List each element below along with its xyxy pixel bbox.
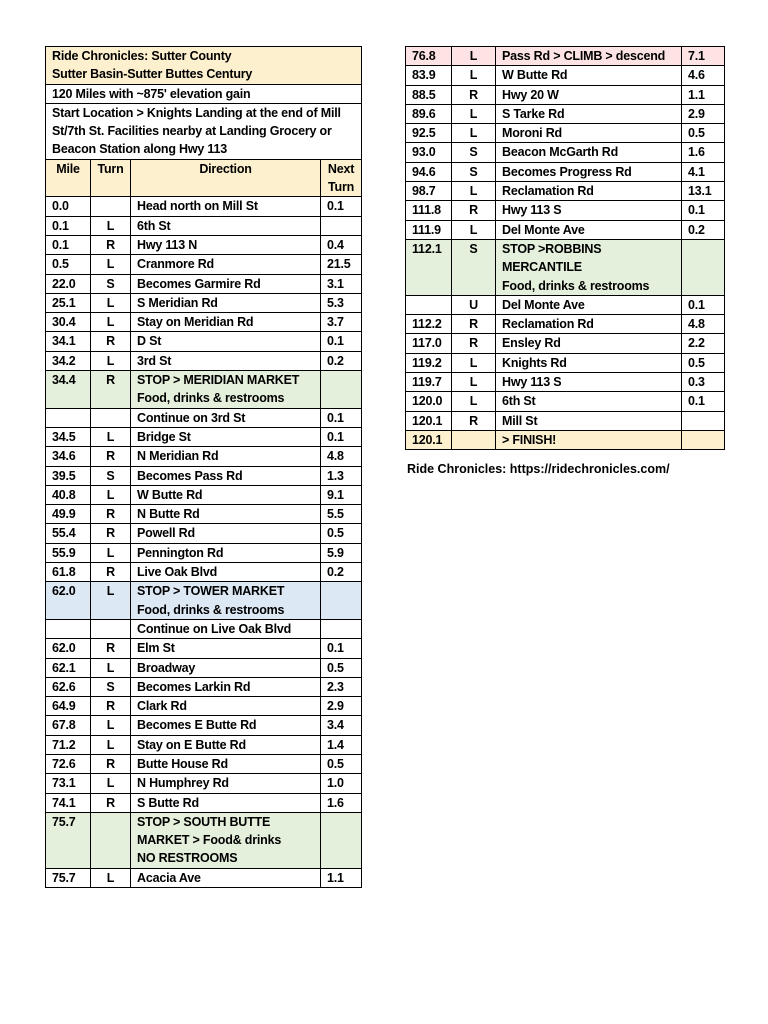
direction-cell: Bridge St	[131, 427, 321, 446]
mile-cell: 34.2	[46, 351, 91, 370]
table-row	[406, 430, 725, 449]
turn-cell: R	[91, 524, 131, 543]
mile-cell: 73.1	[46, 774, 91, 793]
next-turn-cell: 0.5	[682, 353, 725, 372]
next-turn-cell: 0.5	[321, 524, 362, 543]
direction-cell: Moroni Rd	[496, 124, 682, 143]
table-row	[46, 735, 362, 754]
turn-cell: L	[91, 216, 131, 235]
mile-cell: 119.2	[406, 353, 452, 372]
mile-cell: 64.9	[46, 697, 91, 716]
mile-cell: 0.5	[46, 255, 91, 274]
mile-cell: 40.8	[46, 485, 91, 504]
turn-cell: R	[452, 201, 496, 220]
turn-cell: L	[452, 104, 496, 123]
table-row	[46, 408, 362, 427]
next-turn-cell	[321, 371, 362, 409]
mile-cell: 92.5	[406, 124, 452, 143]
turn-cell: L	[91, 293, 131, 312]
table-row	[46, 505, 362, 524]
table-row	[406, 334, 725, 353]
table-row	[46, 371, 362, 409]
next-turn-cell: 2.3	[321, 677, 362, 696]
col-next-turn: Next Turn	[321, 159, 362, 197]
next-turn-cell: 3.1	[321, 274, 362, 293]
direction-cell: Head north on Mill St	[131, 197, 321, 216]
table-row	[46, 293, 362, 312]
direction-cell: Cranmore Rd	[131, 255, 321, 274]
mile-cell: 72.6	[46, 754, 91, 773]
direction-cell: Knights Rd	[496, 353, 682, 372]
table-row	[46, 793, 362, 812]
turn-cell: L	[91, 582, 131, 620]
direction-cell: N Humphrey Rd	[131, 774, 321, 793]
table-row	[406, 66, 725, 85]
direction-cell: STOP > SOUTH BUTTE MARKET > Food& drinks NO RESTROOMS	[131, 812, 321, 868]
mile-cell: 98.7	[406, 182, 452, 201]
mile-cell: 0.0	[46, 197, 91, 216]
next-turn-cell: 4.8	[321, 447, 362, 466]
table-row	[46, 216, 362, 235]
next-turn-cell: 0.1	[682, 295, 725, 314]
turn-cell: R	[91, 235, 131, 254]
table-row	[46, 447, 362, 466]
table-row	[46, 868, 362, 887]
next-turn-cell: 0.2	[321, 351, 362, 370]
direction-cell: D St	[131, 332, 321, 351]
table-row	[406, 104, 725, 123]
direction-cell: 6th St	[496, 392, 682, 411]
next-turn-cell: 0.2	[321, 563, 362, 582]
mile-cell: 0.1	[46, 235, 91, 254]
turn-cell: R	[91, 639, 131, 658]
mile-cell: 71.2	[46, 735, 91, 754]
cue-sheet-right	[405, 46, 725, 450]
direction-cell: S Butte Rd	[131, 793, 321, 812]
turn-cell: L	[91, 735, 131, 754]
mile-cell: 67.8	[46, 716, 91, 735]
next-turn-cell: 4.8	[682, 315, 725, 334]
mile-cell: 75.7	[46, 868, 91, 887]
next-turn-cell: 21.5	[321, 255, 362, 274]
next-turn-cell: 5.9	[321, 543, 362, 562]
mile-cell: 49.9	[46, 505, 91, 524]
mile-cell: 34.6	[46, 447, 91, 466]
direction-cell: Reclamation Rd	[496, 315, 682, 334]
direction-cell: Stay on E Butte Rd	[131, 735, 321, 754]
distance-row	[46, 84, 362, 103]
direction-cell: Broadway	[131, 658, 321, 677]
direction-cell: Becomes E Butte Rd	[131, 716, 321, 735]
mile-cell: 62.6	[46, 677, 91, 696]
direction-cell: Acacia Ave	[131, 868, 321, 887]
mile-cell: 34.4	[46, 371, 91, 409]
mile-cell: 75.7	[46, 812, 91, 868]
turn-cell: L	[452, 392, 496, 411]
turn-cell: S	[452, 162, 496, 181]
direction-cell: 6th St	[131, 216, 321, 235]
table-row	[46, 235, 362, 254]
direction-cell: Butte House Rd	[131, 754, 321, 773]
mile-cell	[406, 295, 452, 314]
direction-cell: N Meridian Rd	[131, 447, 321, 466]
mile-cell: 88.5	[406, 85, 452, 104]
direction-cell: Ensley Rd	[496, 334, 682, 353]
mile-cell: 61.8	[46, 563, 91, 582]
mile-cell: 83.9	[406, 66, 452, 85]
turn-cell: R	[452, 85, 496, 104]
mile-cell: 120.1	[406, 430, 452, 449]
turn-cell: L	[452, 220, 496, 239]
table-row	[46, 466, 362, 485]
direction-cell: Becomes Progress Rd	[496, 162, 682, 181]
turn-cell: R	[91, 447, 131, 466]
mile-cell: 34.5	[46, 427, 91, 446]
turn-cell: S	[91, 274, 131, 293]
direction-cell: Continue on Live Oak Blvd	[131, 619, 321, 638]
next-turn-cell	[321, 216, 362, 235]
next-turn-cell: 0.1	[321, 332, 362, 351]
direction-cell: Powell Rd	[131, 524, 321, 543]
col-mile: Mile	[46, 159, 91, 197]
next-turn-cell: 9.1	[321, 485, 362, 504]
direction-cell: W Butte Rd	[131, 485, 321, 504]
next-turn-cell: 5.3	[321, 293, 362, 312]
table-row	[46, 274, 362, 293]
next-turn-cell: 0.1	[682, 392, 725, 411]
next-turn-cell: 4.6	[682, 66, 725, 85]
next-turn-cell: 0.5	[682, 124, 725, 143]
title-line-1: Ride Chronicles: Sutter County	[52, 49, 232, 63]
next-turn-cell: 0.1	[321, 408, 362, 427]
table-row	[406, 124, 725, 143]
direction-cell: S Tarke Rd	[496, 104, 682, 123]
direction-cell: N Butte Rd	[131, 505, 321, 524]
table-row	[46, 639, 362, 658]
next-turn-cell: 0.1	[321, 427, 362, 446]
mile-cell: 55.9	[46, 543, 91, 562]
mile-cell	[46, 408, 91, 427]
mile-cell	[46, 619, 91, 638]
next-turn-cell: 1.0	[321, 774, 362, 793]
table-row	[46, 543, 362, 562]
turn-cell: R	[452, 315, 496, 334]
next-turn-cell	[321, 812, 362, 868]
column-header-row	[46, 159, 362, 197]
next-turn-cell: 5.5	[321, 505, 362, 524]
table-row	[46, 351, 362, 370]
turn-cell: S	[452, 239, 496, 295]
turn-cell: R	[91, 697, 131, 716]
table-row	[46, 658, 362, 677]
table-row	[46, 524, 362, 543]
mile-cell: 55.4	[46, 524, 91, 543]
direction-cell: STOP >ROBBINS MERCANTILE Food, drinks & restrooms	[496, 239, 682, 295]
table-row	[46, 697, 362, 716]
source-link: Ride Chronicles: https://ridechronicles.com/	[407, 462, 670, 476]
table-row	[46, 197, 362, 216]
direction-cell: W Butte Rd	[496, 66, 682, 85]
direction-cell: Pennington Rd	[131, 543, 321, 562]
col-turn: Turn	[91, 159, 131, 197]
next-turn-cell: 0.1	[321, 639, 362, 658]
mile-cell: 120.1	[406, 411, 452, 430]
table-row	[46, 619, 362, 638]
col-direction: Direction	[131, 159, 321, 197]
mile-cell: 112.1	[406, 239, 452, 295]
turn-cell: R	[452, 334, 496, 353]
turn-cell: L	[452, 124, 496, 143]
mile-cell: 119.7	[406, 373, 452, 392]
next-turn-cell: 2.9	[321, 697, 362, 716]
table-row	[406, 392, 725, 411]
turn-cell: R	[91, 332, 131, 351]
direction-cell: Becomes Garmire Rd	[131, 274, 321, 293]
direction-cell: Del Monte Ave	[496, 220, 682, 239]
mile-cell: 62.0	[46, 582, 91, 620]
next-turn-cell: 13.1	[682, 182, 725, 201]
direction-cell: Hwy 113 S	[496, 201, 682, 220]
mile-cell: 76.8	[406, 47, 452, 66]
turn-cell: L	[452, 47, 496, 66]
mile-cell: 74.1	[46, 793, 91, 812]
direction-cell: Beacon McGarth Rd	[496, 143, 682, 162]
next-turn-cell: 0.3	[682, 373, 725, 392]
table-row	[406, 220, 725, 239]
cue-sheet-left	[45, 46, 362, 888]
direction-cell: 3rd St	[131, 351, 321, 370]
direction-cell: Hwy 113 N	[131, 235, 321, 254]
next-turn-cell: 3.7	[321, 313, 362, 332]
turn-cell: U	[452, 295, 496, 314]
turn-cell: L	[91, 774, 131, 793]
next-turn-cell	[321, 582, 362, 620]
next-turn-cell: 0.5	[321, 658, 362, 677]
turn-cell: R	[452, 411, 496, 430]
next-turn-cell: 0.1	[682, 201, 725, 220]
turn-cell	[91, 619, 131, 638]
direction-cell: S Meridian Rd	[131, 293, 321, 312]
turn-cell: L	[91, 351, 131, 370]
turn-cell: R	[91, 563, 131, 582]
table-row	[406, 411, 725, 430]
direction-cell: Live Oak Blvd	[131, 563, 321, 582]
start-text: Start Location > Knights Landing at the end of Mill St/7th St. Facilities nearby at Landing Grocery or Beacon Station along Hwy 113	[46, 103, 362, 159]
table-row	[406, 201, 725, 220]
table-row	[46, 485, 362, 504]
mile-cell: 34.1	[46, 332, 91, 351]
turn-cell: R	[91, 754, 131, 773]
turn-cell	[91, 812, 131, 868]
direction-cell: Hwy 20 W	[496, 85, 682, 104]
turn-cell	[452, 430, 496, 449]
next-turn-cell: 0.2	[682, 220, 725, 239]
next-turn-cell	[682, 239, 725, 295]
mile-cell: 117.0	[406, 334, 452, 353]
direction-cell: > FINISH!	[496, 430, 682, 449]
turn-cell	[91, 408, 131, 427]
title-line-2: Sutter Basin-Sutter Buttes Century	[52, 67, 253, 82]
table-row	[406, 353, 725, 372]
table-row	[46, 582, 362, 620]
turn-cell: L	[91, 658, 131, 677]
next-turn-cell: 1.6	[682, 143, 725, 162]
turn-cell: L	[91, 313, 131, 332]
turn-cell: S	[452, 143, 496, 162]
direction-cell: Hwy 113 S	[496, 373, 682, 392]
mile-cell: 94.6	[406, 162, 452, 181]
distance-text: 120 Miles with ~875' elevation gain	[46, 84, 362, 103]
direction-cell: Becomes Larkin Rd	[131, 677, 321, 696]
table-row	[46, 332, 362, 351]
turn-cell: S	[91, 466, 131, 485]
table-row	[46, 313, 362, 332]
next-turn-cell	[682, 430, 725, 449]
table-row	[406, 295, 725, 314]
direction-cell: STOP > TOWER MARKET Food, drinks & restrooms	[131, 582, 321, 620]
next-turn-cell: 4.1	[682, 162, 725, 181]
direction-cell: Pass Rd > CLIMB > descend	[496, 47, 682, 66]
table-row	[46, 812, 362, 868]
next-turn-cell: 1.1	[321, 868, 362, 887]
next-turn-cell: 1.1	[682, 85, 725, 104]
turn-cell: L	[91, 427, 131, 446]
mile-cell: 120.0	[406, 392, 452, 411]
direction-cell: Elm St	[131, 639, 321, 658]
next-turn-cell: 1.6	[321, 793, 362, 812]
next-turn-cell: 1.4	[321, 735, 362, 754]
next-turn-cell: 2.2	[682, 334, 725, 353]
turn-cell: L	[91, 255, 131, 274]
table-row	[406, 143, 725, 162]
table-row	[406, 373, 725, 392]
table-row	[406, 182, 725, 201]
direction-cell: Becomes Pass Rd	[131, 466, 321, 485]
title-row	[46, 47, 362, 85]
turn-cell: L	[91, 485, 131, 504]
next-turn-cell	[321, 619, 362, 638]
turn-cell: L	[452, 353, 496, 372]
table-row	[406, 162, 725, 181]
table-row	[46, 563, 362, 582]
turn-cell: R	[91, 505, 131, 524]
mile-cell: 112.2	[406, 315, 452, 334]
turn-cell: R	[91, 793, 131, 812]
next-turn-cell: 0.4	[321, 235, 362, 254]
table-row	[46, 754, 362, 773]
mile-cell: 39.5	[46, 466, 91, 485]
next-turn-cell: 0.1	[321, 197, 362, 216]
turn-cell: L	[452, 66, 496, 85]
table-row	[406, 85, 725, 104]
mile-cell: 111.8	[406, 201, 452, 220]
next-turn-cell: 3.4	[321, 716, 362, 735]
table-row	[46, 774, 362, 793]
mile-cell: 62.0	[46, 639, 91, 658]
mile-cell: 62.1	[46, 658, 91, 677]
direction-cell: STOP > MERIDIAN MARKET Food, drinks & restrooms	[131, 371, 321, 409]
mile-cell: 30.4	[46, 313, 91, 332]
mile-cell: 25.1	[46, 293, 91, 312]
table-row	[406, 239, 725, 295]
turn-cell: S	[91, 677, 131, 696]
turn-cell: L	[91, 716, 131, 735]
next-turn-cell: 2.9	[682, 104, 725, 123]
direction-cell: Clark Rd	[131, 697, 321, 716]
mile-cell: 93.0	[406, 143, 452, 162]
turn-cell	[91, 197, 131, 216]
next-turn-cell	[682, 411, 725, 430]
mile-cell: 0.1	[46, 216, 91, 235]
direction-cell: Continue on 3rd St	[131, 408, 321, 427]
table-row	[46, 427, 362, 446]
turn-cell: R	[91, 371, 131, 409]
mile-cell: 111.9	[406, 220, 452, 239]
direction-cell: Reclamation Rd	[496, 182, 682, 201]
turn-cell: L	[452, 182, 496, 201]
turn-cell: L	[91, 868, 131, 887]
table-row	[46, 716, 362, 735]
table-row	[46, 255, 362, 274]
next-turn-cell: 7.1	[682, 47, 725, 66]
direction-cell: Stay on Meridian Rd	[131, 313, 321, 332]
table-row	[46, 677, 362, 696]
mile-cell: 89.6	[406, 104, 452, 123]
next-turn-cell: 0.5	[321, 754, 362, 773]
table-row	[406, 315, 725, 334]
next-turn-cell: 1.3	[321, 466, 362, 485]
turn-cell: L	[91, 543, 131, 562]
direction-cell: Del Monte Ave	[496, 295, 682, 314]
turn-cell: L	[452, 373, 496, 392]
mile-cell: 22.0	[46, 274, 91, 293]
sheet-title	[46, 47, 362, 85]
start-row	[46, 103, 362, 159]
direction-cell: Mill St	[496, 411, 682, 430]
table-row	[406, 47, 725, 66]
